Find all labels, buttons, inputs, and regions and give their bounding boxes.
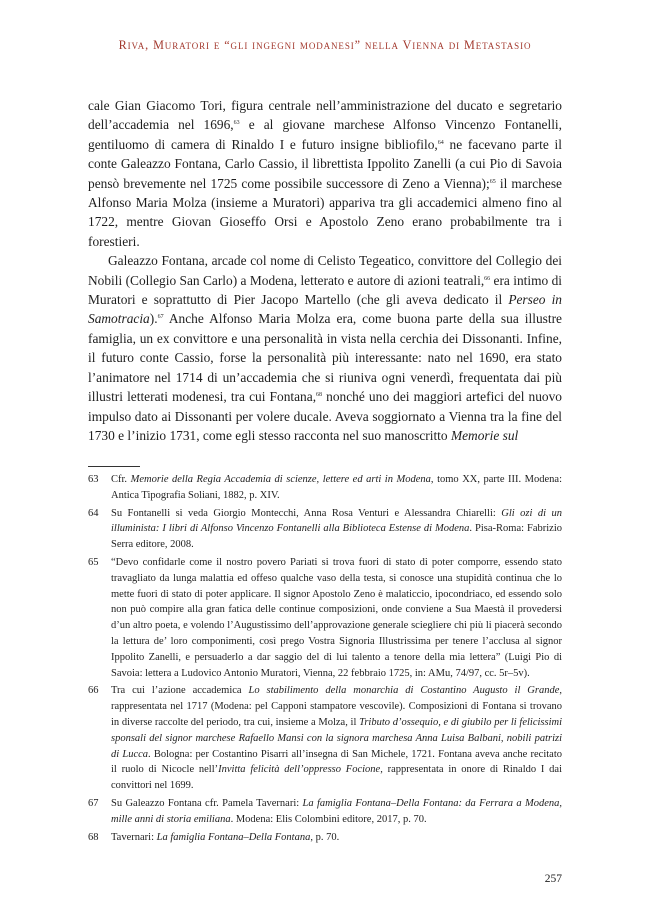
text-run: Anche Alfonso Maria Molza era, come buona parte della sua illustre famiglia, un ex convittore e una personalità in vista nella cerchia dei Dissonanti. Infine, il futuro conte Cassio, forse la personalità più interessante: nato nel 1690, era stato l’animatore nel 1714 di un’accademia che si riuniva ogni venerdì, frequentata dai più illustri letterati modenesi, tra cui Fontana, [88,311,562,405]
text-run: Galeazzo Fontana, arcade col nome di Celisto Tegeatico, convittore del Collegio dei Nobili (Collegio San Carlo) a Modena, letterato e autore di azioni teatrali, [88,253,562,288]
footnote [88,472,562,504]
footnote-number: 64 [88,507,99,519]
text-run: . Bologna: per Costantino Pisarri all’insegna di San Michele, 1721. Fontana aveva anche recitato il ruolo di Nicocle nell’ [111,748,562,776]
text-run: era intimo di Muratori e soprattutto di Pier Jacopo Martello (che gli aveva dedicato il [88,272,562,308]
running-head: Riva, Muratori e “gli ingegni modanesi” nella Vienna di Metastasio [118,38,532,52]
text-run: , rappresentata nel 1717 (Modena: pel Capponi stampatore vescovile). Composizioni di Fontana si trovano in diverse raccolte del periodo, tra cui, insieme a Molza, il [111,685,562,728]
footnote-marker: 67 [157,314,164,321]
footnote-text [111,796,562,828]
footnote-number: 67 [88,797,99,809]
italic-title: La famiglia Fontana–Della Fontana [156,831,311,843]
footnote-number: 63 [88,474,99,485]
text-run: Su Galeazzo Fontana cfr. Pamela Tavernari: [111,797,303,809]
footnote-number: 66 [88,685,99,697]
footnote-marker: 65 [489,178,496,185]
text-run: , p. 70. [310,831,340,843]
footnote-marker: 68 [316,392,323,399]
italic-title: Memorie sul [450,427,519,443]
footnotes [88,472,562,847]
page-number: 257 [544,873,562,885]
text-run: , rappresentata in onore di Rinaldo I dai convittori nel 1699. [111,764,562,792]
italic-title: Memorie della Regia Accademia di scienze, lettere ed arti in Modena [130,474,431,485]
footnote [88,506,562,553]
footnote [88,683,562,794]
text-run: ). [149,311,158,327]
italic-title: La famiglia Fontana–Della Fontana: da Ferrara a Modena, mille anni di storia emiliana [111,797,562,825]
footnote [88,555,562,681]
italic-title: Tributo d’ossequio, e di giubilo per li felicissimi sponsali del signor marchese Rafaello Mansi con la signora marchesa Anna Luisa Balbani, nobili patrizi di Lucca [111,716,562,760]
footnote-text [111,472,562,504]
italic-title: Invitta felicità dell’oppresso Focione [218,764,381,776]
text-run: “Devo confidarle come il nostro povero Pariati si trova fuori di stato di poter comporre, essendo stato travagliato da lunga malattia ed offeso qualche vaso della testa, si conosce una stupidità continua che lo mette fuori di stato di poter applicare. Il signor Apostolo Zeno è malaticcio, ipocondriaco, ed essendo solo non può compire alla gran fatica delle continue composizioni, onde conviene a Sua Maestà il provedersi d’un altro poeta, e volendo l’Augustissimo dell’approvazione generale sciegliere chi più li piacerà secondo la lettura de’ loro componimenti, così prego Vostra Signoria Illustrissima per tenere l’acclusa al signor Ippolito Zanelli, e persuaderlo a dar saggio del di lui talento a tenore della mia lettera” (Luigi Pio di Savoia: lettera a Ludovico Antonio Muratori, Vienna, 22 febbraio 1725, in: AMu, 74/97, cc. 5r–5v). [111,556,562,679]
footnote-number: 65 [88,556,99,568]
footnote-separator [88,466,140,467]
footnote-marker: 66 [484,275,491,282]
text-run: Tra cui l’azione accademica [111,685,249,697]
text-run: e al giovane marchese Alfonso Vincenzo Fontanelli, gentiluomo di camera di Rinaldo I e futuro insigne bibliofilo, [88,117,562,152]
footnote-text [111,683,562,794]
italic-title: Perseo in Samotracia [88,292,562,327]
footnote-number: 68 [88,831,99,843]
footnote-text [111,555,562,681]
footnote-marker: 63 [233,120,240,127]
footnote [88,830,562,846]
italic-title: Gli ozi di un illuminista: I libri di Alfonso Vincenzo Fontanelli alla Biblioteca Estense di Modena [111,507,562,535]
footnote-marker: 64 [437,139,444,146]
footnote [88,796,562,828]
text-run: ne facevano parte il conte Galeazzo Fontana, Carlo Cassio, il librettista Ippolito Zanelli (a cui Pio di Savoia pensò brevemente nel 1725 come possibile successore di Zeno a Vienna); [88,136,562,191]
italic-title: Lo stabilimento della monarchia di Costantino Augusto il Grande [248,685,560,697]
text-run: . Modena: Elis Colombini editore, 2017, p. 70. [230,813,427,825]
text-run: Su Fontanelli si veda Giorgio Montecchi, Anna Rosa Venturi e Alessandra Chiarelli: [111,507,502,519]
text-run: Cfr. [111,474,131,485]
text-run: nonché uno dei maggiori artefici del nuovo impulso dato ai Dissonanti per volere ducale. Aveva soggiornato a Vienna tra la fine del 1730 e l’inizio 1731, come egli stesso racconta nel suo manoscritto [88,389,563,443]
footnote-text [111,830,562,846]
text-run: Tavernari: [111,831,157,843]
body-paragraph [88,251,562,445]
text-run: cale Gian Giacomo Tori, figura centrale nell’amministrazione del ducato e segretario dell’accademia nel 1696, [88,98,562,133]
body-paragraph [88,96,562,251]
text-run: , tomo XX, parte III. Modena: Antica Tipografia Soliani, 1882, p. XIV. [111,474,562,501]
text-run: . Pisa-Roma: Fabrizio Serra editore, 2008. [111,523,562,551]
body-text [88,96,562,445]
footnote-text [111,506,562,553]
text-run: il marchese Alfonso Maria Molza (insieme a Muratori) appariva tra gli accademici almeno fino al 1722, mentre Giovan Gioseffo Orsi e Apostolo Zeno erano probabilmente tra i forestieri. [88,175,562,249]
